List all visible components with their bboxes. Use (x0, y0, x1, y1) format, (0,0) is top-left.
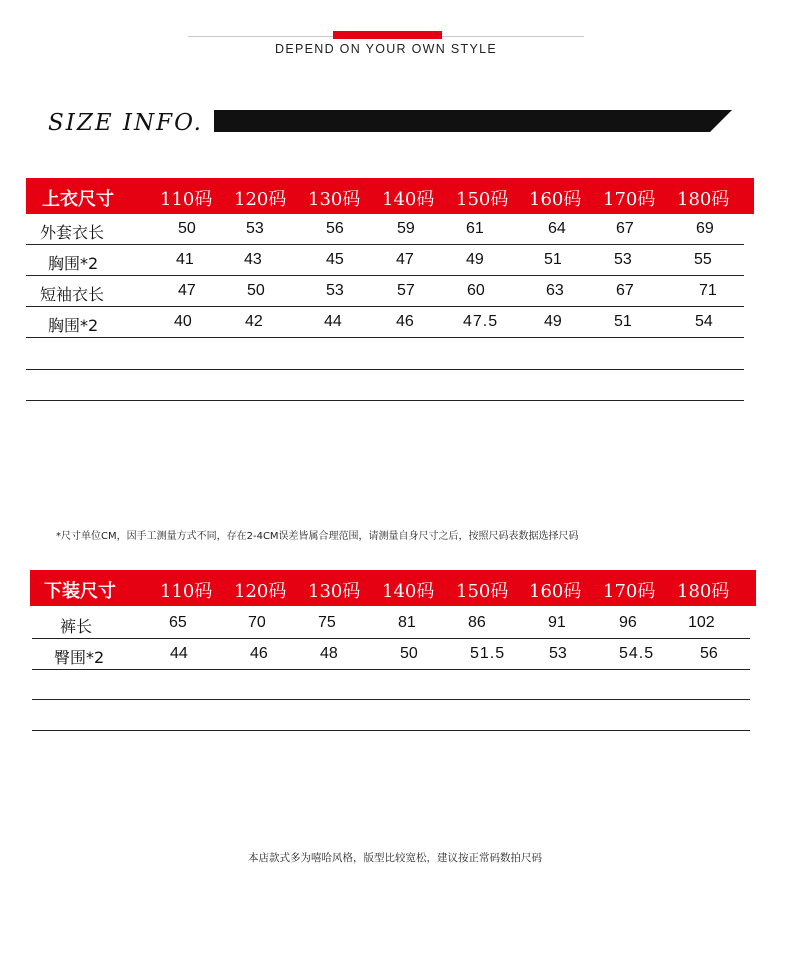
cell: 46 (396, 313, 414, 330)
cell: 64 (548, 220, 566, 237)
size-col-180: 180码 (677, 189, 730, 210)
cell: 50 (400, 645, 418, 662)
title-black-bar (214, 110, 710, 132)
size-col-160: 160码 (529, 581, 582, 602)
size-col-170: 170码 (603, 581, 656, 602)
cell: 49 (466, 251, 484, 268)
row-label: 外套衣长 (40, 223, 105, 242)
cell: 42 (245, 313, 263, 330)
size-col-150: 150码 (456, 581, 509, 602)
cell: 67 (616, 220, 634, 237)
size-col-140: 140码 (382, 189, 435, 210)
row-label: 胸围*2 (48, 254, 99, 273)
bottom-table-header-label: 下装尺寸 (44, 581, 116, 602)
cell: 41 (176, 251, 194, 268)
cell: 65 (169, 614, 187, 631)
cell: 55 (694, 251, 712, 268)
cell: 67 (616, 282, 634, 299)
cell: 50 (178, 220, 196, 237)
cell: 96 (619, 614, 637, 631)
cell: 63 (546, 282, 564, 299)
size-col-140: 140码 (382, 581, 435, 602)
cell: 44 (170, 645, 188, 662)
cell: 40 (174, 313, 192, 330)
size-col-160: 160码 (529, 189, 582, 210)
cell: 47.5 (463, 313, 499, 330)
empty-row-line (32, 699, 750, 700)
cell: 53 (614, 251, 632, 268)
size-col-110: 110码 (160, 581, 213, 602)
cell: 54 (695, 313, 713, 330)
cell: 51.5 (470, 645, 506, 662)
cell: 75 (318, 614, 336, 631)
cell: 47 (178, 282, 196, 299)
cell: 61 (466, 220, 484, 237)
row-label: 裤长 (60, 617, 93, 636)
empty-row-line (32, 730, 750, 731)
cell: 53 (549, 645, 567, 662)
section-title: SIZE INFO. (48, 110, 203, 136)
cell: 81 (398, 614, 416, 631)
table-row (26, 307, 744, 338)
size-col-170: 170码 (603, 189, 656, 210)
cell: 49 (544, 313, 562, 330)
bottom-table-header (30, 570, 756, 606)
table-row (26, 245, 744, 276)
cell: 48 (320, 645, 338, 662)
table-row (26, 214, 744, 245)
title-black-bar-tip (710, 110, 732, 132)
cell: 70 (248, 614, 266, 631)
cell: 46 (250, 645, 268, 662)
cell: 69 (696, 220, 714, 237)
cell: 50 (247, 282, 265, 299)
cell: 57 (397, 282, 415, 299)
cell: 60 (467, 282, 485, 299)
table-row (26, 276, 744, 307)
empty-row-line (26, 369, 744, 370)
top-table-header (26, 178, 754, 214)
size-col-120: 120码 (234, 581, 287, 602)
cell: 59 (397, 220, 415, 237)
header-accent-bar (333, 31, 442, 39)
cell: 102 (688, 614, 715, 631)
measurement-note: *尺寸单位CM，因手工测量方式不同，存在2-4CM误差皆属合理范围，请测量自身尺寸之后，按照尺码表数据选择尺码 (56, 531, 579, 542)
size-col-130: 130码 (308, 189, 361, 210)
row-label: 胸围*2 (48, 316, 99, 335)
row-label: 短袖衣长 (40, 285, 105, 304)
cell: 53 (246, 220, 264, 237)
top-table-header-label: 上衣尺寸 (42, 189, 114, 210)
table-row (32, 608, 750, 639)
cell: 53 (326, 282, 344, 299)
footer-note: 本店款式多为嘻哈风格，版型比较宽松，建议按正常码数拍尺码 (248, 852, 542, 864)
cell: 56 (700, 645, 718, 662)
cell: 91 (548, 614, 566, 631)
row-label: 臀围*2 (54, 648, 105, 667)
size-col-120: 120码 (234, 189, 287, 210)
size-col-110: 110码 (160, 189, 213, 210)
cell: 54.5 (619, 645, 655, 662)
cell: 71 (699, 282, 717, 299)
size-col-180: 180码 (677, 581, 730, 602)
cell: 43 (244, 251, 262, 268)
tagline: DEPEND ON YOUR OWN STYLE (275, 42, 497, 56)
cell: 45 (326, 251, 344, 268)
cell: 47 (396, 251, 414, 268)
size-col-130: 130码 (308, 581, 361, 602)
cell: 56 (326, 220, 344, 237)
cell: 51 (614, 313, 632, 330)
cell: 44 (324, 313, 342, 330)
cell: 51 (544, 251, 562, 268)
table-row (32, 639, 750, 670)
size-col-150: 150码 (456, 189, 509, 210)
cell: 86 (468, 614, 486, 631)
empty-row-line (26, 400, 744, 401)
